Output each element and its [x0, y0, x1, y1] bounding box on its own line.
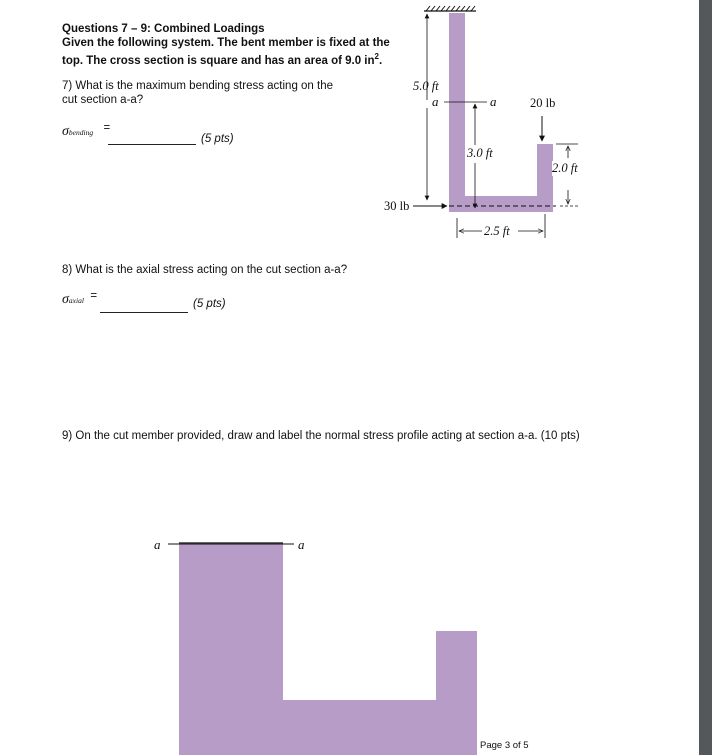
bending-subscript: bending [68, 128, 94, 137]
q9-text: 9) On the cut member provided, draw and label the normal stress profile acting at section a-a. (10 pts) [62, 430, 580, 442]
page-number: Page 3 of 5 [480, 740, 529, 751]
cut-label-left: a [432, 94, 439, 109]
fixed-support-hatch [424, 6, 476, 11]
cut-label-right: a [490, 94, 497, 109]
q8-text: 8) What is the axial stress acting on the cut section a-a? [62, 264, 348, 276]
cut-member-shape [179, 544, 477, 755]
dim-25ft-label: 2.5 ft [484, 224, 510, 238]
sigma-symbol: σ [62, 292, 69, 307]
given-line-2-text: top. The cross section is square and has an area of 9.0 in [62, 54, 375, 67]
superscript-2: 2 [374, 52, 379, 61]
dim-5ft-label: 5.0 ft [413, 79, 439, 93]
dim-3ft-label: 3.0 ft [467, 146, 493, 160]
cut-member-label-left: a [154, 537, 161, 552]
equals-sign: = [103, 122, 111, 134]
bent-member [449, 13, 556, 212]
equals-sign: = [90, 290, 98, 302]
q7-line-1: 7) What is the maximum bending stress acting on the [62, 80, 334, 92]
load-20lb-label [530, 96, 555, 111]
q8-points: (5 pts) [193, 298, 226, 310]
axial-subscript: axial [68, 296, 84, 305]
given-line-1: Given the following system. The bent member is fixed at the [62, 37, 390, 49]
dim-2ft-label: 2.0 ft [552, 161, 578, 175]
sigma-symbol: σ [62, 124, 69, 139]
q7-points: (5 pts) [201, 133, 234, 145]
given-line-2-end: . [378, 54, 383, 67]
q7-line-2: cut section a-a? [62, 94, 144, 106]
load-30lb-label: 30 lb [384, 199, 410, 213]
questions-title: Questions 7 – 9: Combined Loadings [62, 23, 265, 35]
cut-member-label-right: a [298, 537, 305, 552]
load-20lb-text: 20 lb [530, 96, 556, 110]
